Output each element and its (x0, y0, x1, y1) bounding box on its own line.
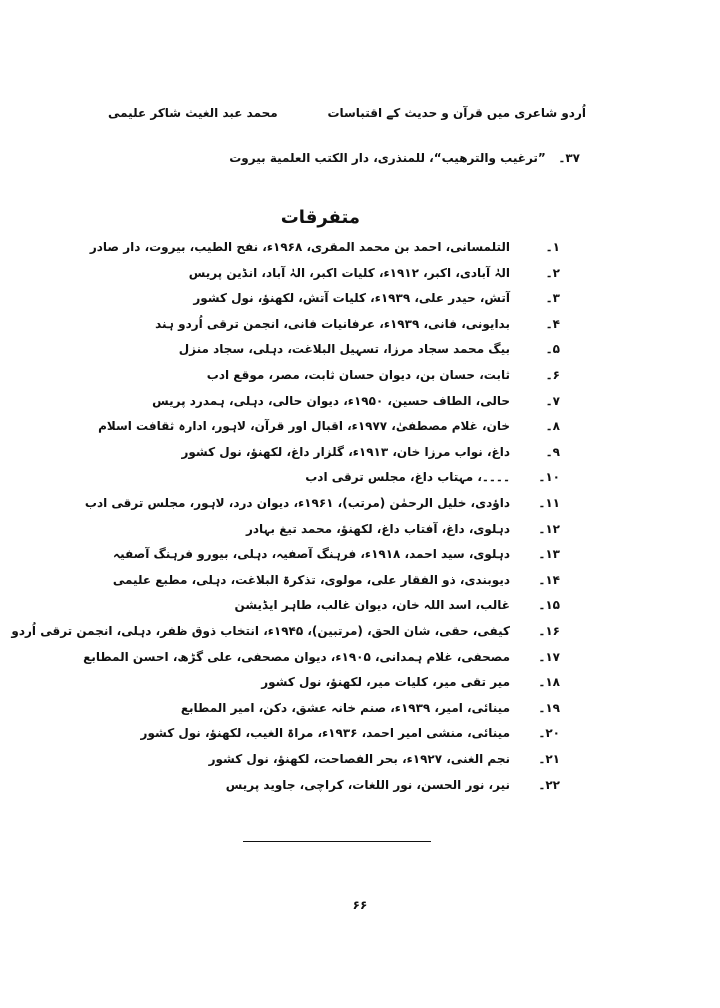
list-item (180, 700, 560, 727)
list-item (112, 572, 560, 599)
list-item-number: ۱۲۔ (538, 521, 560, 536)
list-item (234, 598, 560, 624)
list-item-text: کیفی، حقی، شان الحق، (مرتبین)، ۱۹۴۵ء، انتخاب ذوق ظفر، دہلی، انجمن ترقی اُردو (11, 624, 510, 638)
list-item (83, 649, 560, 676)
list-item-text: داغ، نواب مرزا خان، ۱۹۱۳ء، گلزار داغ، لکھنؤ، نول کشور (181, 444, 510, 459)
list-item-number: ۴۔ (545, 316, 560, 331)
reference-text: ”ترغیب والترھیب“، للمنذری، دار الکتب العلمیة بیروت (229, 151, 546, 165)
list-item (113, 547, 560, 573)
list-item-text: ۔۔۔۔، مہتاب داغ، مجلس ترقی ادب (305, 470, 510, 485)
list-item (98, 419, 560, 445)
list-item (260, 675, 560, 701)
list-item-number: ۲۰۔ (538, 726, 560, 741)
list-item-text: مینائی، امیر، ۱۹۳۹ء، صنم خانہ عشق، دکن، امیر المطابع (180, 700, 510, 715)
list-item (155, 316, 560, 343)
list-item-number: ۱۵۔ (538, 598, 560, 613)
list-item (206, 368, 560, 394)
list-item-number: ۱۱۔ (538, 496, 560, 510)
list-item-text: الہٰ آبادی، اکبر، ۱۹۱۲ء، کلیات اکبر، الہٰ آباد، انڈین پریس (188, 265, 510, 280)
section-title: متفرقات (280, 207, 360, 228)
list-item-number: ۸۔ (545, 419, 560, 434)
list-item-text: مینائی، منشی امیر احمد، ۱۹۳۶ء، مراۃ الغیب، لکھنؤ، نول کشور (140, 726, 510, 741)
list-item (152, 393, 560, 420)
list-item (245, 521, 560, 548)
list-item (140, 726, 560, 752)
list-item-number: ۷۔ (545, 393, 560, 408)
list-item-number: ۱۔ (545, 240, 560, 254)
list-item-number: ۱۴۔ (538, 572, 560, 587)
list-item-number: ۱۰۔ (538, 470, 560, 485)
list-item-text: دہلوی، سید احمد، ۱۹۱۸ء، فرہنگ آصفیہ، دہلی، بیورو فرہنگ آصفیہ (113, 547, 510, 562)
list-item-text: ثابت، حسان بن، دیوان حسان ثابت، مصر، موقع ادب (206, 368, 510, 382)
list-item (178, 342, 560, 368)
list-item (193, 291, 560, 317)
list-item-text: میر تقی میر، کلیات میر، لکھنؤ، نول کشور (261, 675, 510, 690)
list-item-text: حالی، الطاف حسین، ۱۹۵۰ء، دیوان حالی، دہلی، ہمدرد پریس (152, 393, 510, 408)
list-item (11, 624, 560, 650)
list-item-text: نجم الغنی، ۱۹۲۷ء، بحر الفصاحت، لکھنؤ، نول کشور (208, 752, 510, 766)
list-item (208, 752, 560, 778)
list-item-text: غالب، اسد اللہ خان، دیوان غالب، طاہر ایڈیشن (234, 598, 510, 613)
list-item-text: آتش، حیدر علی، ۱۹۳۹ء، کلیات آتش، لکھنؤ، نول کشور (193, 291, 510, 306)
list-item-text: بدایونی، فانی، ۱۹۳۹ء، عرفانیات فانی، انجمن ترقی اُردو ہند (155, 316, 510, 331)
running-header-author: محمد عبد الغیث شاکر علیمی (108, 106, 278, 120)
list-item-text: التلمسانی، احمد بن محمد المقری، ۱۹۶۸ء، نفح الطیب، بیروت، دار صادر (89, 240, 510, 254)
list-item-number: ۱۷۔ (538, 649, 560, 664)
list-item-number: ۲۲۔ (538, 777, 560, 792)
list-item-text: خان، غلام مصطفیٰ، ۱۹۷۷ء، اقبال اور قرآن، لاہور، ادارہ ثقافت اسلام (98, 419, 510, 434)
list-item-number: ۱۶۔ (538, 624, 560, 638)
list-item (89, 240, 560, 266)
reference-number: ۳۷۔ (558, 151, 580, 165)
reference-entry (150, 151, 580, 165)
list-item-text: دیوبندی، ذو الفقار علی، مولوی، تذکرۃ البلاغت، دہلی، مطبع علیمی (112, 572, 510, 587)
list-item (84, 496, 560, 522)
list-item-text: بیگ محمد سجاد مرزا، تسہیل البلاغت، دہلی، سجاد منزل (178, 342, 510, 357)
list-item-number: ۶۔ (545, 368, 560, 382)
list-item (181, 444, 560, 471)
footnote-rule (243, 841, 431, 842)
list-item-number: ۵۔ (545, 342, 560, 357)
list-item-text: داؤدی، خلیل الرحمٰن (مرتب)، ۱۹۶۱ء، دیوان درد، لاہور، مجلس ترقی ادب (84, 496, 510, 510)
list-item-number: ۱۸۔ (538, 675, 560, 690)
list-item-number: ۳۔ (545, 291, 560, 306)
list-item (260, 470, 560, 496)
list-item-number: ۲۱۔ (538, 752, 560, 766)
list-item (225, 777, 560, 804)
list-item-number: ۲۔ (545, 265, 560, 280)
running-header-title: اُردو شاعری میں قرآن و حدیث کے اقتباسات (327, 106, 586, 120)
list-item-number: ۱۹۔ (538, 700, 560, 715)
list-item-number: ۱۳۔ (538, 547, 560, 562)
list-item-text: دہلوی، داغ، آفتاب داغ، لکھنؤ، محمد تیغ بہادر (245, 521, 510, 536)
list-item-text: مصحفی، غلام ہمدانی، ۱۹۰۵ء، دیوان مصحفی، علی گڑھ، احسن المطابع (83, 649, 510, 664)
list-item-text: نیر، نور الحسن، نور اللغات، کراچی، جاوید پریس (225, 777, 510, 792)
page-number: ۶۶ (352, 898, 368, 912)
list-item-number: ۹۔ (545, 444, 560, 459)
list-item (188, 265, 560, 292)
